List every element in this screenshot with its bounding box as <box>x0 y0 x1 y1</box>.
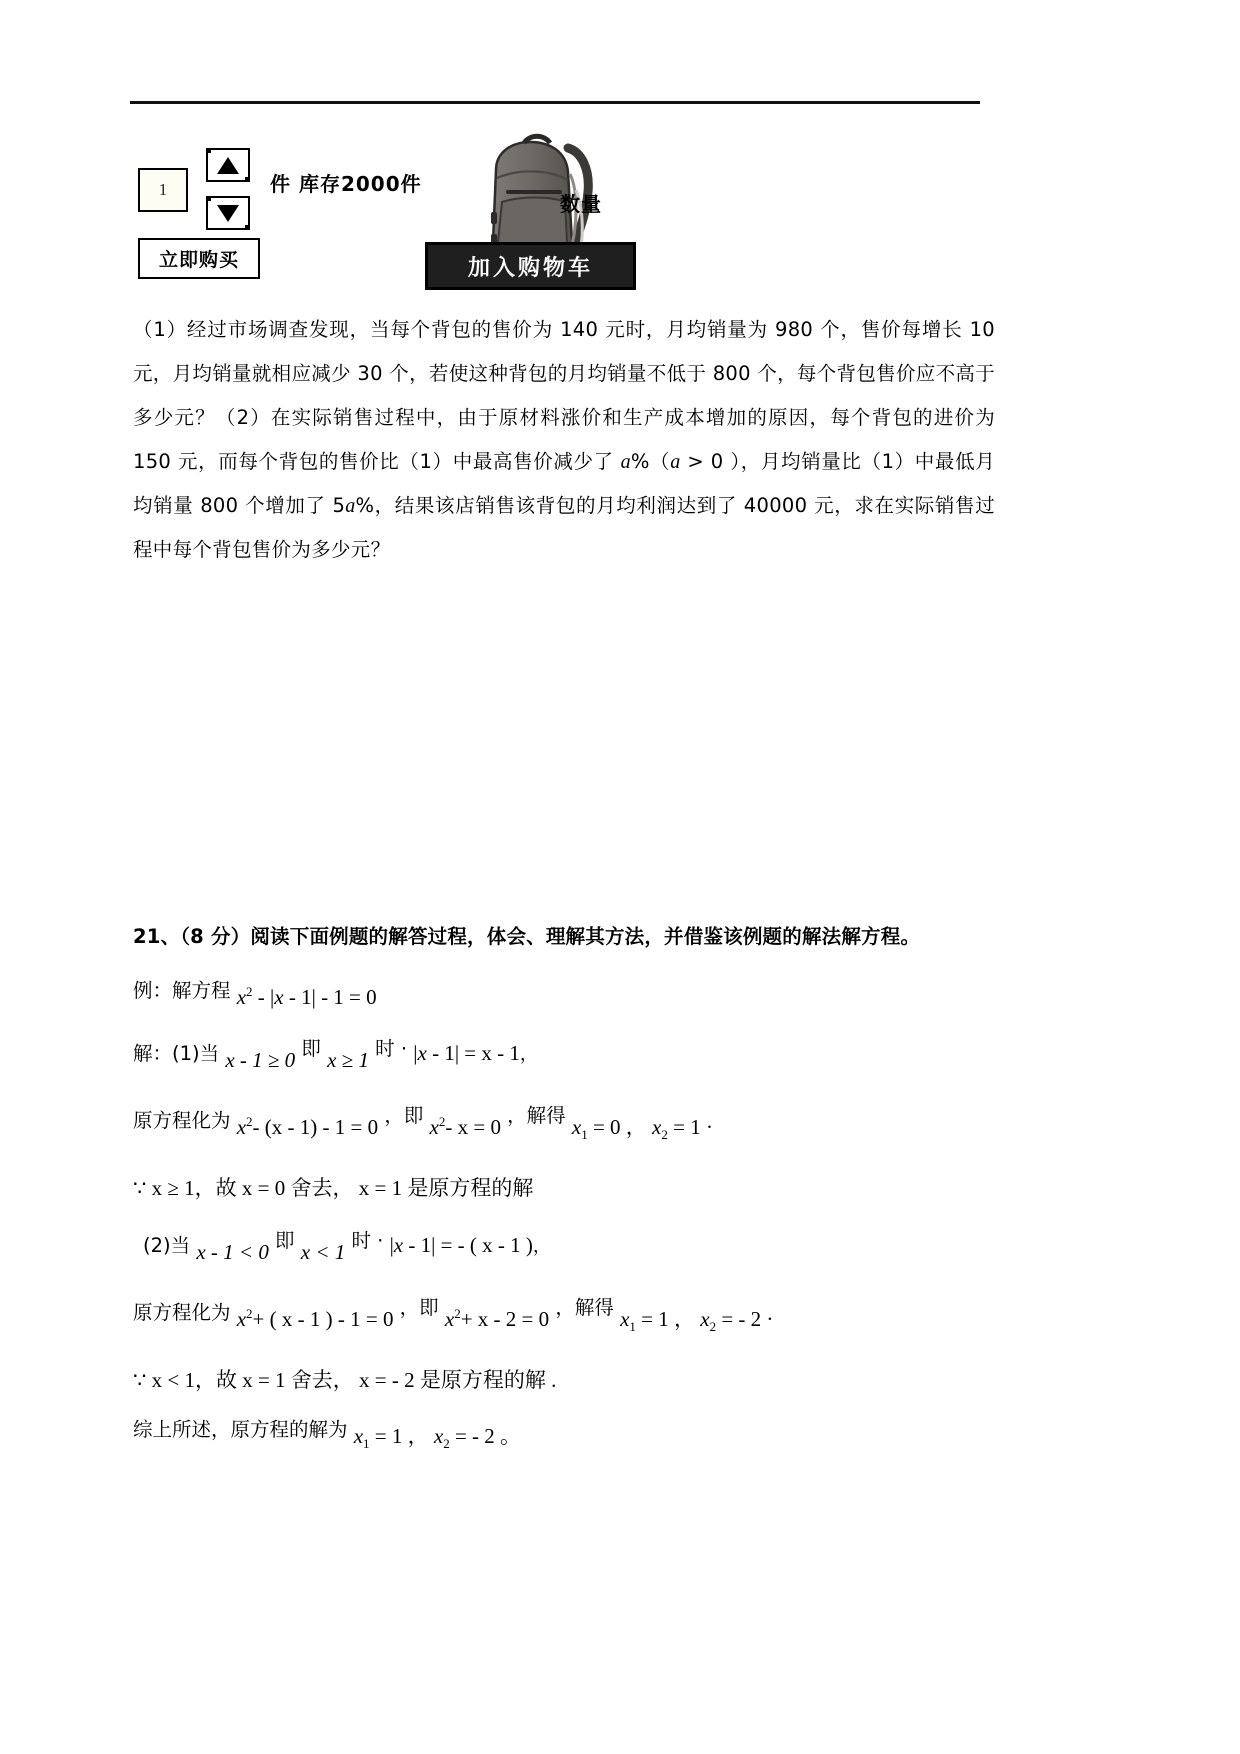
sol1-cond1: x - 1 ≥ 0 <box>225 1048 296 1072</box>
sol4-shi: 时 · <box>351 1229 384 1253</box>
question-21-block <box>133 920 1013 1453</box>
variable-a-1: a <box>620 451 631 473</box>
sol4-cond2: x < 1 <box>300 1240 346 1265</box>
sol5-jiede: ，解得 <box>555 1296 614 1320</box>
sol2-jiede: ，解得 <box>507 1104 566 1127</box>
sol2-root1: = 0 ， <box>592 1115 647 1139</box>
buy-now-label: 立即购买 <box>158 249 239 271</box>
sol4-abs: |x - 1| = - ( x - 1 ) <box>389 1233 533 1258</box>
question-20-part-2: %（ <box>630 450 671 473</box>
variable-a-3: a <box>345 495 356 517</box>
sol2-root2: = 1 · <box>673 1115 713 1139</box>
quantity-stepper[interactable] <box>206 148 250 230</box>
solution-line-6 <box>133 1365 1013 1396</box>
stepper-decrement-button[interactable] <box>206 196 250 230</box>
eq-minus: - <box>252 985 271 1009</box>
sol1-prefix: 解：(1)当 <box>133 1042 220 1065</box>
question-20-part-3: > 0 ），月均销量比（1）中最低月均销量 800 个增加了 5 <box>133 450 995 517</box>
sol2-eq1-rest: - (x - 1) - 1 = 0 <box>252 1115 379 1139</box>
sol5-prefix: 原方程化为 <box>133 1301 231 1325</box>
question-21-title: 21、（8 分）阅读下面例题的解答过程，体会、理解其方法，并借鉴该例题的解法解方程。 <box>133 925 921 948</box>
sol1-cond2: x ≥ 1 <box>327 1048 369 1072</box>
sol4-mid: 即 <box>275 1229 295 1253</box>
stepper-increment-button[interactable] <box>206 148 250 182</box>
product-purchase-widget <box>130 130 980 290</box>
sol1-mid: 即 <box>301 1037 321 1060</box>
sol1-abs-value: = x - 1 <box>464 1041 520 1065</box>
sol2-eq2: $x^2-$ x = 0 <box>429 1114 501 1139</box>
header-divider <box>130 101 980 104</box>
quantity-input[interactable] <box>138 168 188 212</box>
quantity-label: 数量 <box>560 192 602 216</box>
sol2-eq1: $x^2-$ (x - 1) - 1 = 0 <box>236 1114 379 1139</box>
question-20-part-1: （1）经过市场调查发现，当每个背包的售价为 140 元时，月均销量为 980 个，售价每增长 10 元，月均销量就相应减少 30 个，若使这种背包的月均销量不低于 800 个，每个背包售价应不高于多少元？（2）在实际销售过程中，由于原材料涨价和生产成本增加的原因，每个背包的进价为 150 元，而每个背包的售价比（1）中最高售价减少了 <box>133 318 995 473</box>
sol6-text: ∵ x < 1，故 x = 1 舍去， x = - 2 是原方程的解 . <box>133 1368 557 1393</box>
sol2-prefix: 原方程化为 <box>133 1109 231 1132</box>
buy-now-button[interactable] <box>138 238 260 279</box>
example-equation: $x^2 - |x - 1| - 1 = 0$ <box>236 984 377 1009</box>
sol4-comma: ， <box>532 1236 551 1258</box>
solution-line-3 <box>133 1173 1013 1204</box>
sol2-ji: ，即 <box>384 1104 424 1127</box>
sol4-abs-value: = - ( x - 1 ) <box>440 1233 533 1258</box>
solution-line-1 <box>133 1038 1013 1070</box>
sol5-eq1: $x^2+$ ( x - 1 ) - 1 = 0 <box>236 1306 394 1332</box>
sol5-eq2-rest: + x - 2 = 0 <box>460 1307 550 1332</box>
question-20-part-4: %，结果该店销售该背包的月均利润达到了 40000 元，求在实际销售过程中每个背包售价为多少元？ <box>133 494 995 561</box>
solution-line-5 <box>133 1292 1013 1335</box>
sol5-root1: = 1 ， <box>641 1307 695 1332</box>
sol1-abs: |x - 1| = x - 1 <box>413 1041 520 1065</box>
sol2-eq2-rest: - x = 0 <box>445 1115 501 1139</box>
question-20-text <box>133 308 995 572</box>
sol5-roots: $x_1 = 1$ ， $x_2$ = - 2 · <box>620 1307 774 1335</box>
sol3-text: ∵ x ≥ 1，故 x = 0 舍去， x = 1 是原方程的解 <box>133 1176 534 1201</box>
sol5-root2: = - 2 · <box>721 1307 774 1332</box>
solution-line-2 <box>133 1100 1013 1143</box>
sol4-cond1: x - 1 < 0 <box>196 1240 269 1265</box>
add-to-cart-button[interactable] <box>425 242 636 290</box>
sol7-root1: = 1 ， <box>374 1424 429 1449</box>
triangle-up-icon <box>217 157 239 174</box>
sol2-roots: $x_1 = 0$ ， $x_2 = 1$ · <box>571 1115 713 1143</box>
sol5-eq2: $x^2+ x - 2 = 0$ <box>444 1306 550 1332</box>
stock-text: 件 库存2000件 <box>270 172 422 196</box>
solution-line-4 <box>133 1229 1013 1265</box>
add-to-cart-label: 加入购物车 <box>467 255 593 281</box>
sol5-ji: ，即 <box>399 1296 439 1320</box>
example-label: 例：解方程 <box>133 979 231 1002</box>
eq-x: x <box>236 985 247 1009</box>
sol7-roots: $x_1 = 1$ ， $x_2$ = - 2 。 <box>353 1424 522 1452</box>
sol5-eq1-rest: + ( x - 1 ) - 1 = 0 <box>252 1307 394 1332</box>
sol7-root2: = - 2 。 <box>454 1424 522 1449</box>
sol1-comma: ， <box>519 1044 538 1065</box>
quantity-value: 1 <box>158 180 168 199</box>
sol7-prefix: 综上所述，原方程的解为 <box>133 1418 348 1442</box>
sol1-shi: 时 · <box>375 1037 408 1060</box>
solution-line-7 <box>133 1414 1013 1452</box>
sol4-prefix: (2)当 <box>143 1234 191 1258</box>
triangle-down-icon <box>217 205 239 222</box>
variable-a-2: a <box>670 451 681 473</box>
example-statement <box>133 970 1013 1009</box>
